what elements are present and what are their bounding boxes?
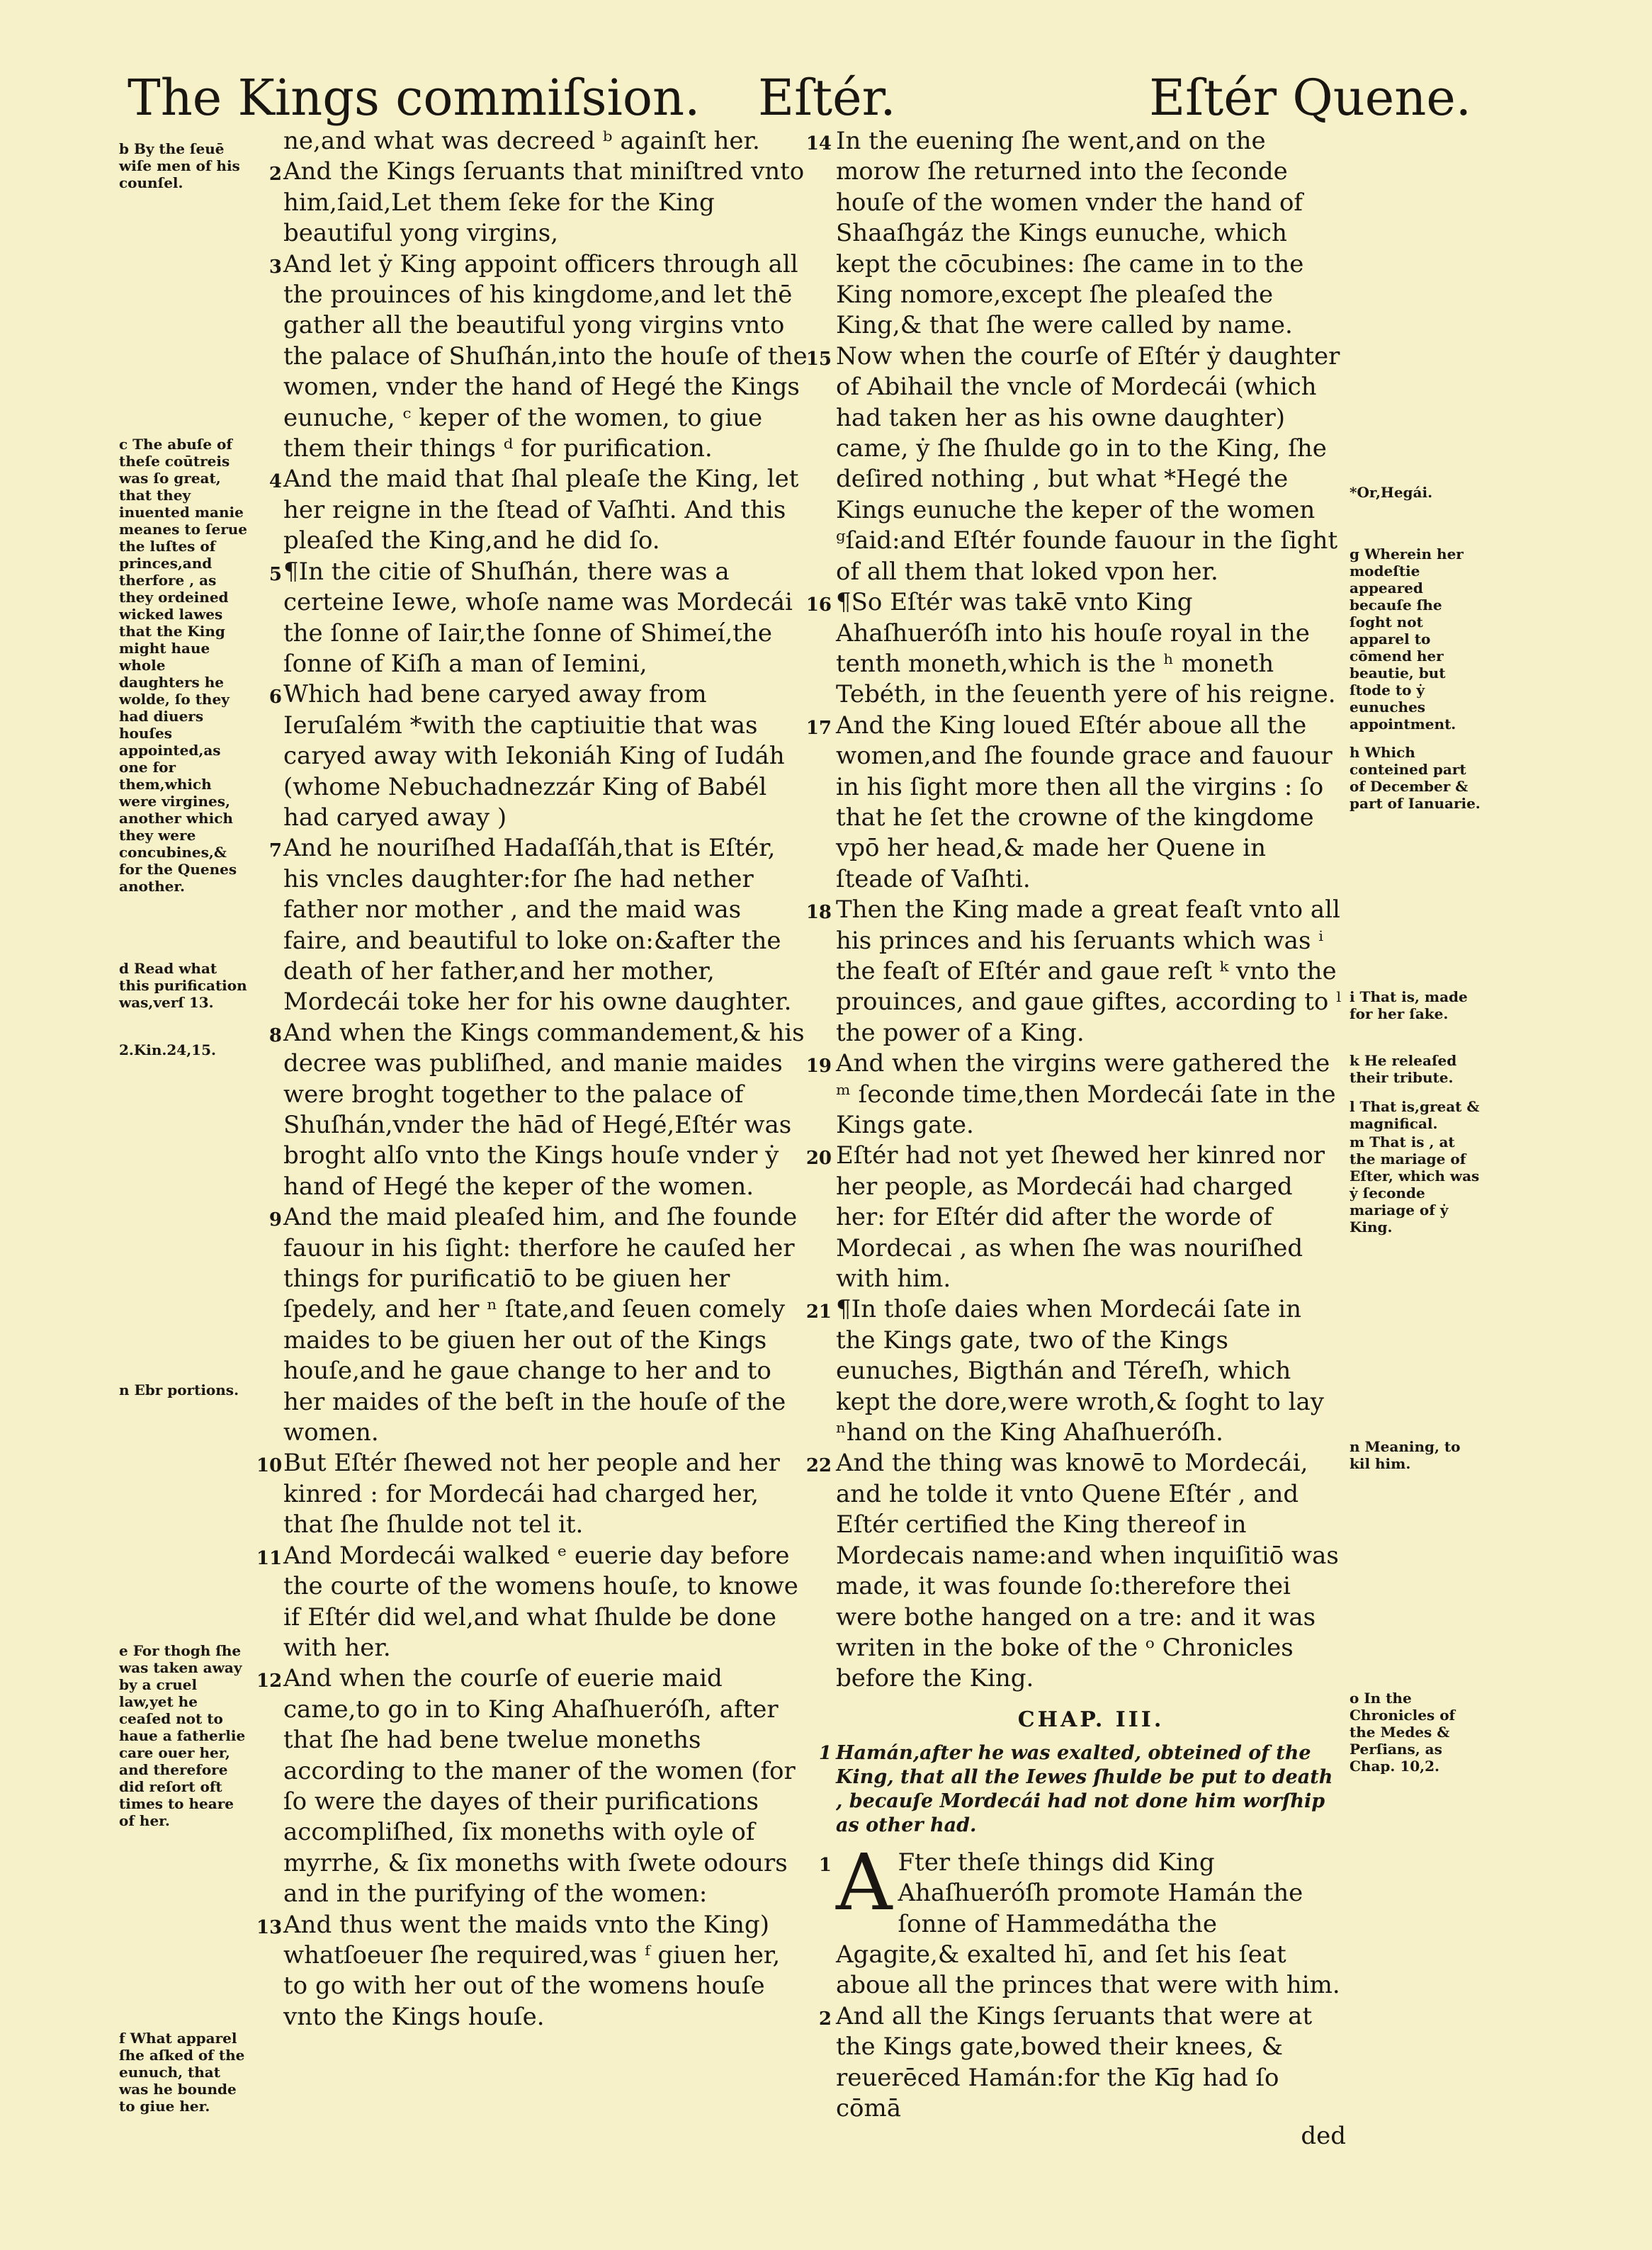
right-text-column (805, 126, 1346, 2152)
verse-text: And when the Kings commandement,& his decree was publiſhed, and manie maides were broght together to the palace of Shuſhán,vnder the hād of Hegé,Eſtér was broght alſo vnto the Kings houſe vnder ẏ hand of Hegé the keper of the women. (283, 1018, 805, 1201)
verse-text: ¶In thoſe daies when Mordecái ſate in the Kings gate, two of the Kings eunuches, Bigthán and Téreſh, which kept the dore,were wroth,& ſoght to lay ⁿhand on the King Ahaſhueróſh. (836, 1295, 1325, 1447)
verse (805, 895, 1346, 1048)
drop-cap: A (836, 1836, 893, 1928)
verse-number: 21 (805, 1301, 832, 1323)
margin-note-n: n Ebr portions. (119, 1381, 239, 1398)
verse-number: 4 (268, 471, 282, 493)
header-left: The Kings commiſsion. (128, 69, 701, 127)
verse-text: ¶In the citie of Shuſhán, there was a certeine Iewe, whoſe name was Mordecái the ſonne of Iair,the ſonne of Shimeí,the ſonne of Kiſh a man of Iemini, (283, 557, 793, 678)
verse-number: 12 (256, 1670, 283, 1692)
verse (268, 464, 808, 556)
verse (268, 157, 808, 249)
verse (818, 2001, 1346, 2125)
verse-text: ne,and what was decreed ᵇ againſt her. (283, 127, 760, 155)
catchword: ded (1301, 2122, 1346, 2151)
argument-number: 1 (818, 1742, 832, 1764)
verse (256, 1910, 808, 2033)
verse-number: 13 (256, 1916, 283, 1938)
verse (818, 1836, 1346, 2001)
verse (256, 1448, 808, 1540)
verse-text: In the euening ſhe went,and on the morow ſhe returned into the ſeconde houſe of the women vnder the hand of Shaaſhgáz the Kings eunuche, which kept the cōcubines: ſhe came in to the King nomore,except ſhe pleaſed the King,& that ſhe were called by name. (836, 127, 1304, 340)
verse-number: 16 (805, 594, 832, 616)
margin-note-ref: 2.Kin.24,15. (119, 1041, 216, 1058)
verse-text: And he nouriſhed Hadaſſáh,that is Eſtér, his vncles daughter:for ſhe had nether father nor mother , and the maid was faire, and beautiful to loke on:&after the death of her father,and her mother, Mordecái toke her for his owne daughter. (283, 834, 792, 1017)
verse (268, 249, 808, 465)
verse-number: 14 (805, 133, 832, 154)
verse-number: 2 (268, 164, 282, 186)
verse (283, 126, 808, 157)
margin-note-l: l That is,great & magnifical. (1350, 1098, 1480, 1132)
verse-number: 9 (268, 1209, 282, 1231)
header-center: Eſtér. (758, 69, 896, 127)
verse-number: 3 (268, 256, 282, 278)
verse (805, 711, 1346, 895)
verse (268, 1018, 808, 1202)
verse (268, 679, 808, 833)
verse-text: Then the King made a great feaſt vnto all his princes and his ſeruants which was ⁱ the feaſt of Eſtér and gaue reſt ᵏ vnto the prouinces, and gaue giftes, according to ˡ the power of a King. (836, 895, 1342, 1047)
verse-number: 15 (805, 348, 832, 370)
verse-number: 19 (805, 1056, 832, 1078)
chapter-argument (818, 1741, 1346, 1838)
verse (805, 1448, 1346, 1694)
margin-note-f: f What apparel ſhe aſked of the eunuch, that was he bounde to giue her. (119, 2030, 245, 2115)
margin-note-h: h Which conteined part of December & part of Ianuarie. (1350, 744, 1481, 812)
verse-number: 1 (818, 1854, 832, 1876)
verse-text: And let ẏ King appoint officers through all the prouinces of his kingdome,and let thē gather all the beautiful yong virgins vnto the palace of Shuſhán,into the houſe of the women, vnder the hand of Hegé the Kings eunuche, ᶜ keper of the women, to giue them their things ᵈ for purification. (283, 249, 808, 463)
running-header (120, 62, 1471, 133)
chapter-heading: CHAP. III. (1017, 1707, 1165, 1732)
margin-note-c: c The abuſe of theſe coūtreis was ſo great, that they inuented manie meanes to ſerue the luſtes of princes,and therfore , as they ordeined wicked lawes that the King might haue whole daughters he wolde, ſo they had diuers houſes appointed,as one for them,which were virgines, another which they were concubines,& for the Quenes another. (119, 436, 248, 895)
verse-number: 2 (818, 2008, 832, 2030)
verse-number: 18 (805, 902, 832, 924)
verse-text: And when the virgins were gathered the ᵐ ſeconde time,then Mordecái ſate in the Kings gate. (836, 1049, 1336, 1139)
header-right: Eſtér Quene. (1149, 69, 1471, 127)
verse-text: Which had bene caryed away from Ieruſalém *with the captiuitie that was caryed away with Iekoniáh King of Iudáh (whome Nebuchadnezzár King of Babél had caryed away ) (283, 680, 785, 832)
margin-note-e: e For thogh ſhe was taken away by a cruel law,yet he ceaſed not to haue a fatherlie care ouer her, and therefore did reſort oft times to heare of her. (119, 1642, 246, 1829)
verse (805, 126, 1346, 341)
margin-note-g: g Wherein her modeſtie appeared becauſe ſhe ſoght not apparel to cōmend her beautie, but ſtode to ẏ eunuches appointment. (1350, 545, 1464, 733)
argument-text: Hamán,after he was exalted, obteined of the King, that all the Iewes ſhulde be put to death , becauſe Mordecái had not done him worſhip as other had. (836, 1741, 1333, 1836)
verse-text: Now when the courſe of Eſtér ẏ daughter of Abihail the vncle of Mordecái (which had taken her as his owne daughter) came, ẏ ſhe ſhulde go in to the King, ſhe deſired nothing , but what *Hegé the Kings eunuche the keper of the women ᵍſaid:and Eſtér founde fauour in the ſight of all them that loked vpon her. (836, 341, 1340, 586)
verse-number: 8 (268, 1024, 282, 1046)
verse (268, 833, 808, 1017)
verse-number: 7 (268, 840, 282, 862)
verse-text: ¶So Eſtér was takē vnto King Ahaſhueróſh into his houſe royal in the tenth moneth,which is the ʰ moneth Tebéth, in the ſeuenth yere of his reigne. (836, 588, 1336, 709)
verse (805, 1048, 1346, 1141)
verse (268, 1202, 808, 1448)
verse (256, 1541, 808, 1664)
margin-note-d: d Read what this purification was,verſ 13. (119, 960, 247, 1011)
verse-text: But Eſtér ſhewed not her people and her kinred : for Mordecái had charged her, that ſhe ſhulde not tel it. (283, 1449, 780, 1539)
verse-number: 10 (256, 1455, 283, 1477)
verse-text: And thus went the maids vnto the King) whatſoeuer ſhe required,was ᶠ giuen her, to go with her out of the womens houſe vnto the Kings houſe. (283, 1910, 781, 2031)
verse (805, 1294, 1346, 1448)
verse-text: And when the courſe of euerie maid came,to go in to King Ahaſhueróſh, after that ſhe had bene twelue moneths according to the maner of the women (for ſo were the dayes of their purifications accompliſhed, ſix moneths with oyle of myrrhe, & ſix moneths with ſwete odours and in the purifying of the women: (283, 1664, 796, 1909)
margin-note-m: m That is , at the mariage of Eſter, which was ẏ ſeconde mariage of ẏ King. (1350, 1134, 1480, 1236)
margin-note-k: k He releaſed their tribute. (1350, 1052, 1457, 1086)
verse-text: And the Kings ſeruants that miniſtred vnto him,ſaid,Let them ſeke for the King beautiful yong virgins, (283, 157, 805, 248)
left-text-column (256, 126, 808, 2033)
margin-note-star: *Or,Hegái. (1350, 484, 1433, 501)
verse-text: And all the Kings ſeruants that were at the Kings gate,bowed their knees, & reuerēced Hamán:for the Kīg had ſo cōmā (836, 2001, 1313, 2122)
verse-text: And the thing was knowē to Mordecái, and he tolde it vnto Quene Eſtér , and Eſtér certified the King thereof in Mordecais name:and when inquiſitiō was made, it was founde ſo:therefore thei were bothe hanged on a tre: and it was writen in the boke of the ᵒ Chronicles before the King. (836, 1449, 1339, 1693)
verse-number: 17 (805, 717, 832, 739)
margin-note-o: o In the Chronicles of the Medes & Perſians, as Chap. 10,2. (1350, 1690, 1456, 1775)
verse-text: And the King loued Eſtér aboue all the women,and ſhe founde grace and fauour in his ſight more then all the virgins : ſo that he ſet the crowne of the kingdome vpō her head,& made her Quene in ſteade of Vaſhti. (836, 711, 1333, 893)
verse (256, 1663, 808, 1909)
verse-text: Eſtér had not yet ſhewed her kinred nor her people, as Mordecái had charged her: for Eſtér did after the worde of Mordecai , as when ſhe was nouriſhed with him. (836, 1141, 1325, 1294)
verse (805, 1141, 1346, 1294)
verse-text: And Mordecái walked ᵉ euerie day before the courte of the womens houſe, to knowe if Eſtér did wel,and what ſhulde be done with her. (283, 1541, 798, 1662)
verse-text: And the maid pleaſed him, and ſhe founde fauour in his ſight: therfore he cauſed her things for purificatiō to be giuen her ſpedely, and her ⁿ ſtate,and ſeuen comely maides to be giuen her out of the Kings houſe,and he gaue change to her and to her maides of the beſt in the houſe of the women. (283, 1203, 798, 1447)
verse-number: 20 (805, 1148, 832, 1170)
verse-text: Fter theſe things did King Ahaſhueróſh promote Hamán the ſonne of Hammedátha the Agagite,& exalted hī, and ſet his ſeat aboue all the princes that were with him. (836, 1848, 1340, 2000)
verse-number: 11 (256, 1547, 283, 1569)
verse-number: 5 (268, 563, 282, 585)
verse-number: 22 (805, 1455, 832, 1477)
verse-number: 6 (268, 686, 282, 708)
margin-note-b: b By the ſeuē wiſe men of his counſel. (119, 140, 240, 191)
verse (805, 341, 1346, 587)
margin-note-n2: n Meaning, to kil him. (1350, 1438, 1461, 1472)
margin-note-i: i That is, made for her ſake. (1350, 988, 1468, 1022)
verse (268, 557, 808, 680)
verse (805, 587, 1346, 711)
verse-text: And the maid that ſhal pleaſe the King, let her reigne in the ſtead of Vaſhti. And this pleaſed the King,and he did ſo. (283, 465, 799, 555)
